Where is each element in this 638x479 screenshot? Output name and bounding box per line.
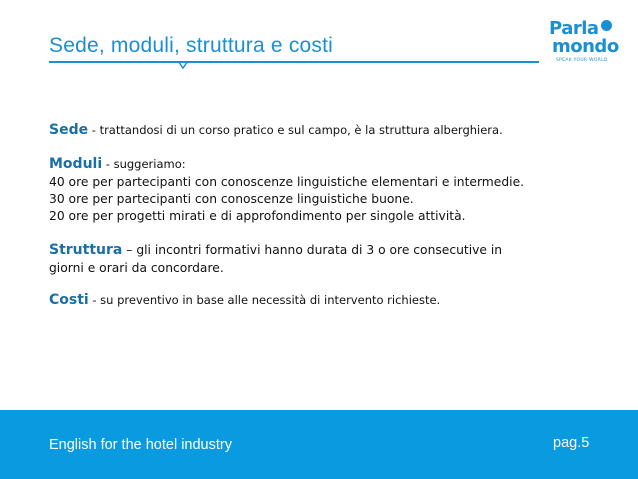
moduli-intro: - suggeriamo: bbox=[102, 157, 186, 172]
footer-title: English for the hotel industry bbox=[49, 437, 232, 453]
logo-tagline: SPEAK YOUR WORLD bbox=[556, 58, 608, 63]
moduli-line: 40 ore per partecipanti con conoscenze linguistiche elementari e intermedie. bbox=[49, 174, 525, 189]
logo-word-2: mondo bbox=[552, 36, 619, 57]
page-number: pag.5 bbox=[553, 435, 590, 451]
moduli-line: 30 ore per partecipanti con conoscenze linguistiche buone. bbox=[49, 191, 414, 206]
sede-text: - trattandosi di un corso pratico e sul campo, è la struttura alberghiera. bbox=[88, 123, 503, 137]
struttura-text-cont: giorni e orari da concordare. bbox=[49, 260, 224, 275]
title-underline bbox=[49, 61, 539, 63]
struttura-paragraph bbox=[49, 242, 589, 259]
globe-icon bbox=[601, 20, 612, 31]
moduli-heading bbox=[49, 156, 589, 173]
struttura-label: Struttura bbox=[49, 242, 123, 259]
title-underline-notch bbox=[178, 61, 188, 69]
costi-text: - su preventivo in base alle necessità di intervento richieste. bbox=[88, 293, 441, 308]
costi-label: Costi bbox=[49, 292, 89, 309]
slide-title: Sede, moduli, struttura e costi bbox=[49, 34, 333, 57]
sede-paragraph bbox=[49, 122, 589, 139]
sede-label: Sede bbox=[49, 122, 89, 138]
costi-paragraph bbox=[49, 292, 589, 309]
parlamondo-logo bbox=[544, 18, 619, 72]
logo-word-1: Parla bbox=[549, 18, 599, 39]
slide-content bbox=[49, 122, 589, 309]
moduli-label: Moduli bbox=[49, 156, 103, 173]
struttura-text: – gli incontri formativi hanno durata di 3 o ore consecutive in bbox=[122, 243, 503, 258]
moduli-line: 20 ore per progetti mirati e di approfondimento per singole attività. bbox=[49, 209, 466, 224]
